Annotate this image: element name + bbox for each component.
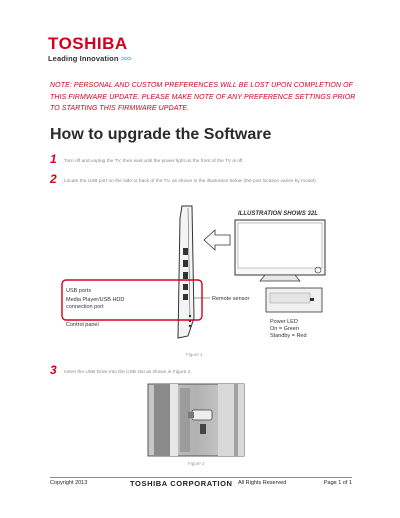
step-text: Turn off and unplug the TV, then wait until the power light on the front of the TV is off. — [64, 159, 244, 164]
brand-tagline: Leading Innovation >>> — [48, 54, 131, 63]
side-port — [183, 248, 188, 255]
step-1 — [50, 152, 360, 166]
power-led — [310, 298, 314, 301]
power-led-label: Power LED — [270, 319, 298, 325]
footer-corporation: TOSHIBA CORPORATION — [130, 479, 233, 488]
usb-port — [183, 294, 188, 300]
usb-port — [183, 284, 188, 290]
media-player-label: Media Player/USB HDD — [66, 297, 125, 303]
step-number: 1 — [50, 152, 57, 166]
side-port — [183, 260, 188, 267]
illustration-label: ILLUSTRATION SHOWS 32L — [238, 211, 318, 217]
connection-port-label: connection port — [66, 304, 104, 310]
usb-drive — [192, 410, 212, 420]
remote-sensor-label: Remote sensor — [212, 296, 250, 302]
tv-panel-edge — [154, 384, 170, 456]
step-3 — [50, 363, 360, 377]
figure-2-photo — [148, 384, 244, 456]
step-number: 3 — [50, 363, 57, 377]
power-led-standby-label: Standby = Red — [270, 333, 307, 339]
figure-2-caption: Figure 2 — [188, 461, 205, 466]
arrow-icon — [204, 230, 230, 250]
step-text: Locate the USB port on the side or back of the TV, as shown in the illustration below (the port location varies by model). — [64, 179, 318, 184]
step-number: 2 — [50, 172, 57, 186]
footer-rights: All Rights Reserved — [238, 480, 287, 486]
toshiba-logo — [48, 35, 131, 63]
page-title: How to upgrade the Software — [50, 126, 272, 143]
figure-1-illustration — [66, 198, 330, 353]
control-button — [189, 325, 191, 327]
chevron-icon: >>> — [120, 54, 131, 63]
side-port — [183, 272, 188, 279]
footer-copyright: Copyright 2013 — [50, 480, 88, 486]
control-button — [189, 315, 191, 317]
step-text: Insert the USB Drive into the USB slot as shown in Figure 2. — [64, 370, 192, 375]
power-led-on-label: On = Green — [270, 326, 299, 332]
footer-page-number: Page 1 of 1 — [323, 480, 352, 486]
control-panel-label: Control panel — [66, 322, 99, 328]
usb-ports-label: USB ports — [66, 288, 92, 294]
step-2 — [50, 172, 360, 186]
footer-divider — [50, 477, 352, 478]
firmware-note: NOTE: PERSONAL AND CUSTOM PREFERENCES WILL BE LOST UPON COMPLETION OF THIS FIRMWARE UPDATE. PLEASE MAKE NOTE OF ANY PREFERENCE SETTINGS PRIOR TO STARTING THIS FIRMWARE UPDATE. — [50, 82, 356, 112]
figure-1-caption: Figure 1 — [186, 352, 203, 357]
brand-name: TOSHIBA — [48, 34, 128, 53]
